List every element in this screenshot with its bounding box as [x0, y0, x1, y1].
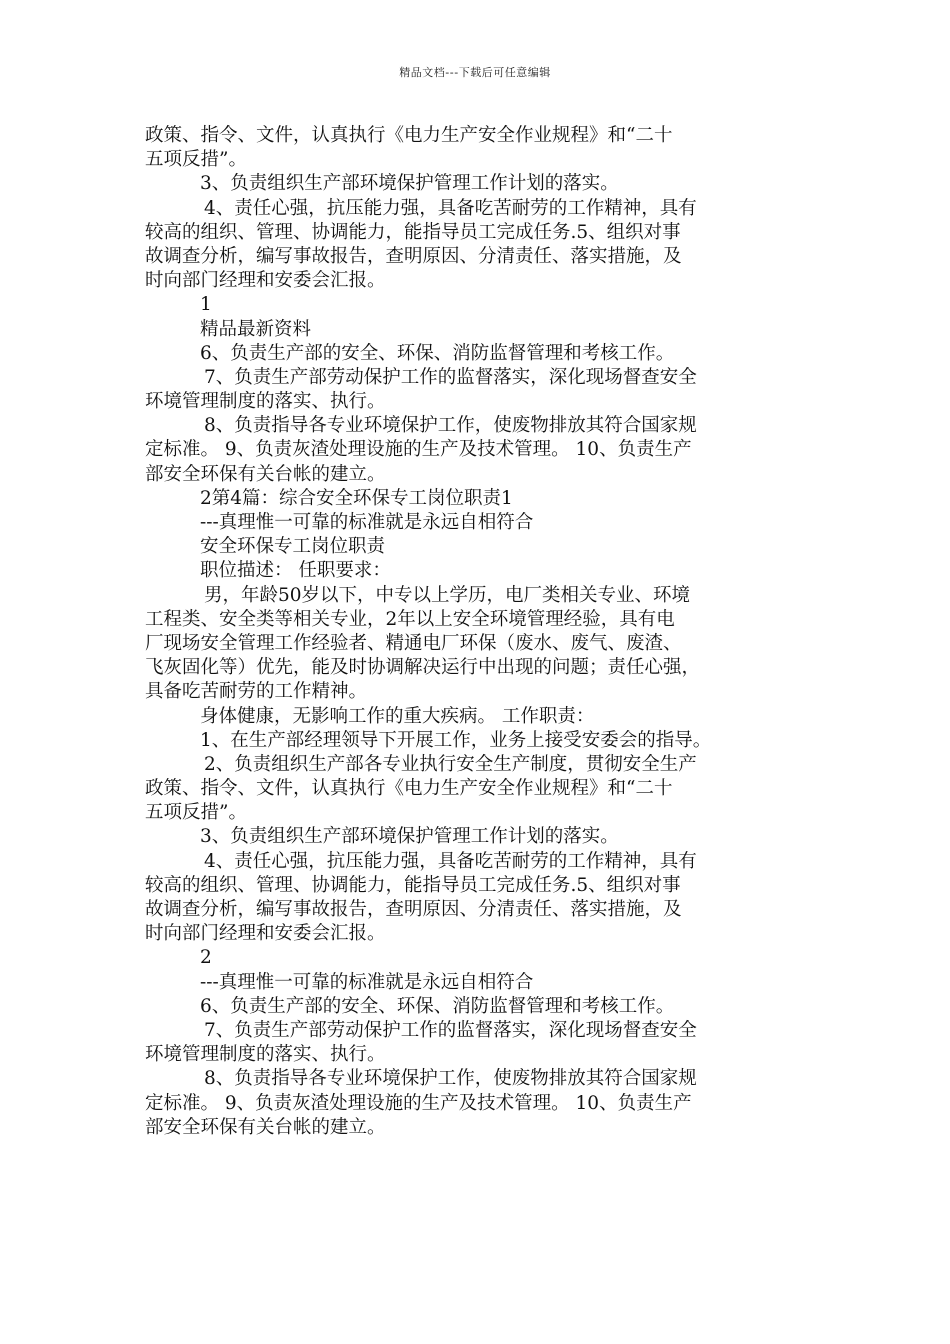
- text-line: 2、负责组织生产部各专业执行安全生产制度，贯彻安全生产: [204, 753, 697, 775]
- text-line: 1、在生产部经理领导下开展工作，业务上接受安委会的指导。: [200, 729, 712, 751]
- text-line: 男，年龄50岁以下，中专以上学历，电厂类相关专业、环境: [204, 584, 691, 606]
- text-line: 五项反措”。: [145, 802, 247, 824]
- text-line: 五项反措”。: [145, 149, 247, 171]
- text-line: 时向部门经理和安委会汇报。: [145, 923, 386, 945]
- text-line: 职位描述： 任职要求：: [200, 560, 391, 582]
- text-line: 环境管理制度的落实、执行。: [145, 391, 386, 413]
- text-line: 厂现场安全管理工作经验者、精通电厂环保（废水、废气、废渣、: [145, 632, 682, 654]
- text-line: 8、负责指导各专业环境保护工作，使废物排放其符合国家规: [204, 415, 697, 437]
- text-line: 3、负责组织生产部环境保护管理工作计划的落实。: [200, 173, 619, 195]
- text-line: 政策、指令、文件，认真执行《电力生产安全作业规程》和“二十: [145, 778, 673, 800]
- text-line: 安全环保专工岗位职责: [200, 536, 386, 558]
- text-line: 7、负责生产部劳动保护工作的监督落实，深化现场督查安全: [204, 366, 697, 388]
- page-header: 精品文档---下载后可任意编辑: [399, 66, 551, 79]
- text-line: 定标准。 9、负责灰渣处理设施的生产及技术管理。 10、负责生产: [145, 1092, 692, 1114]
- text-line: ---真理惟一可靠的标准就是永远自相符合: [200, 512, 534, 533]
- text-line: 6、负责生产部的安全、环保、消防监督管理和考核工作。: [200, 342, 675, 364]
- document-body: [145, 124, 815, 1140]
- text-line: 3、负责组织生产部环境保护管理工作计划的落实。: [200, 826, 619, 848]
- text-line: 身体健康，无影响工作的重大疾病。 工作职责：: [200, 705, 595, 727]
- text-line: 6、负责生产部的安全、环保、消防监督管理和考核工作。: [200, 995, 675, 1017]
- text-line: 定标准。 9、负责灰渣处理设施的生产及技术管理。 10、负责生产: [145, 439, 692, 461]
- text-line: 部安全环保有关台帐的建立。: [145, 463, 386, 485]
- text-line: 4、责任心强，抗压能力强，具备吃苦耐劳的工作精神，具有: [204, 197, 697, 219]
- text-line: 精品最新资料: [200, 318, 312, 340]
- text-line: 政策、指令、文件，认真执行《电力生产安全作业规程》和“二十: [145, 125, 673, 146]
- text-line: 工程类、安全类等相关专业，2年以上安全环境管理经验，具有电: [145, 608, 675, 630]
- text-line: ---真理惟一可靠的标准就是永远自相符合: [200, 971, 534, 993]
- text-line: 4、责任心强，抗压能力强，具备吃苦耐劳的工作精神，具有: [204, 850, 697, 872]
- text-line: 故调查分析，编写事故报告，查明原因、分清责任、落实措施，及: [145, 245, 682, 267]
- text-line: 1: [200, 294, 212, 316]
- text-line: 环境管理制度的落实、执行。: [145, 1044, 386, 1066]
- text-line: 较高的组织、管理、协调能力，能指导员工完成任务.5、组织对事: [145, 874, 681, 896]
- text-line: 7、负责生产部劳动保护工作的监督落实，深化现场督查安全: [204, 1019, 697, 1041]
- text-line: 8、负责指导各专业环境保护工作，使废物排放其符合国家规: [204, 1068, 697, 1090]
- text-line: 具备吃苦耐劳的工作精神。: [145, 681, 368, 703]
- text-line: 2第4篇：综合安全环保专工岗位职责1: [200, 487, 513, 509]
- text-line: 部安全环保有关台帐的建立。: [145, 1116, 386, 1138]
- text-line: 时向部门经理和安委会汇报。: [145, 270, 386, 292]
- text-line: 故调查分析，编写事故报告，查明原因、分清责任、落实措施，及: [145, 899, 682, 920]
- text-line: 较高的组织、管理、协调能力，能指导员工完成任务.5、组织对事: [145, 221, 681, 243]
- text-line: 2: [200, 947, 212, 969]
- text-line: 飞灰固化等）优先，能及时协调解决运行中出现的问题；责任心强，: [145, 657, 701, 679]
